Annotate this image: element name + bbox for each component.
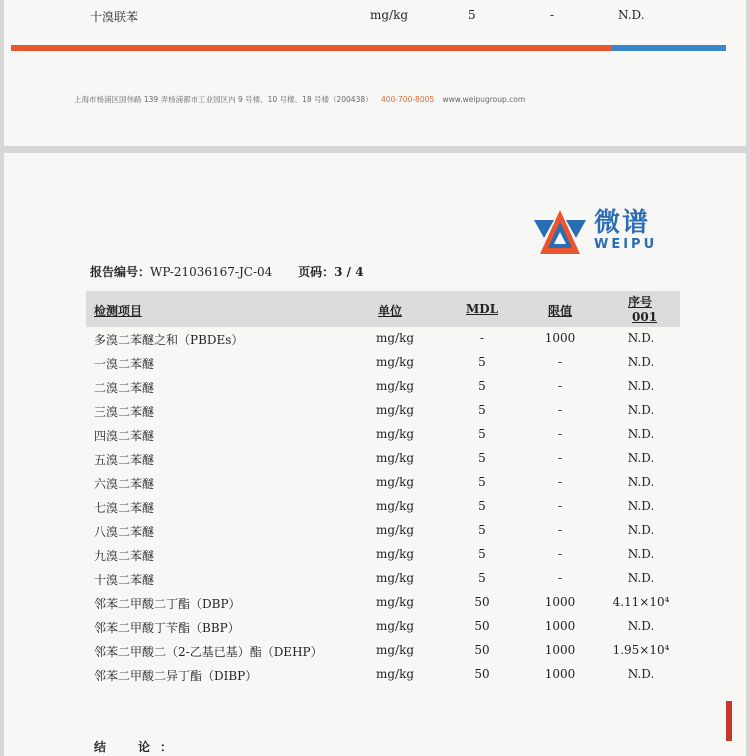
item-cell: 邻苯二甲酸二异丁酯（DIBP） xyxy=(94,669,258,683)
unit-cell: mg/kg xyxy=(376,451,415,465)
mdl-cell: 5 xyxy=(478,427,486,441)
table-row xyxy=(86,615,680,639)
limit-cell: - xyxy=(557,427,563,441)
report-number-label: 报告编号： xyxy=(90,265,151,279)
result-cell: N.D. xyxy=(627,451,655,465)
report-number: WP-21036167-JC-04 xyxy=(150,265,273,279)
unit-cell: mg/kg xyxy=(376,571,415,585)
report-page xyxy=(4,153,746,756)
unit-cell: mg/kg xyxy=(376,547,415,561)
limit-cell: - xyxy=(557,355,563,369)
item-cell: 邻苯二甲酸丁苄酯（BBP） xyxy=(94,621,240,635)
unit-cell: mg/kg xyxy=(376,427,415,441)
unit-cell: mg/kg xyxy=(376,595,415,609)
phone-number: 400-700-8005 xyxy=(381,95,435,104)
result-cell: N.D. xyxy=(627,427,655,441)
unit-cell: mg/kg xyxy=(376,667,415,681)
item-cell: 邻苯二甲酸二丁酯（DBP） xyxy=(94,597,241,611)
header-item: 检测项目 xyxy=(94,304,143,318)
result-cell: N.D. xyxy=(627,667,655,681)
item-cell: 十溴联苯 xyxy=(90,10,139,24)
item-cell: 九溴二苯醚 xyxy=(94,549,155,563)
item-cell: 三溴二苯醚 xyxy=(94,405,155,419)
unit-cell: mg/kg xyxy=(376,403,415,417)
mdl-cell: 5 xyxy=(478,355,486,369)
mdl-cell: 5 xyxy=(478,547,486,561)
limit-cell: 1000 xyxy=(544,331,576,345)
conclusion-label: 结 论： xyxy=(94,740,183,754)
unit-cell: mg/kg xyxy=(376,643,415,657)
limit-cell: 1000 xyxy=(544,595,576,609)
mdl-cell: 5 xyxy=(478,403,486,417)
limit-cell: - xyxy=(557,475,563,489)
item-cell: 二溴二苯醚 xyxy=(94,381,155,395)
result-cell: N.D. xyxy=(627,547,655,561)
item-cell: 一溴二苯醚 xyxy=(94,357,155,371)
limit-cell: - xyxy=(557,403,563,417)
mdl-cell: 5 xyxy=(478,571,486,585)
item-cell: 五溴二苯醚 xyxy=(94,453,155,467)
table-row xyxy=(86,639,680,663)
edge-mark xyxy=(726,701,732,741)
result-cell: N.D. xyxy=(627,571,655,585)
item-cell: 八溴二苯醚 xyxy=(94,525,155,539)
limit-cell: 1000 xyxy=(544,619,576,633)
table-row xyxy=(86,495,680,519)
header-limit: 限值 xyxy=(548,304,573,318)
item-cell: 七溴二苯醚 xyxy=(94,501,155,515)
logo-cn-text: 微谱 xyxy=(594,208,651,238)
result-cell: N.D. xyxy=(627,403,655,417)
footer-stripe-orange xyxy=(11,45,611,51)
unit-cell: mg/kg xyxy=(376,331,415,345)
mdl-cell: 50 xyxy=(474,619,490,633)
mdl-cell: - xyxy=(479,331,485,345)
mdl-cell: 50 xyxy=(474,643,490,657)
mdl-cell: 5 xyxy=(468,8,476,22)
logo-mark-icon xyxy=(532,208,588,258)
limit-cell: - xyxy=(557,523,563,537)
unit-cell: mg/kg xyxy=(376,355,415,369)
result-cell: N.D. xyxy=(627,619,655,633)
header-seq-no: 001 xyxy=(632,310,658,324)
unit-cell: mg/kg xyxy=(376,523,415,537)
table-row xyxy=(86,663,680,687)
limit-cell: - xyxy=(557,571,563,585)
table-row xyxy=(86,567,680,591)
table-body xyxy=(86,327,680,687)
logo-en-text: WEIPU xyxy=(594,237,658,252)
footer-address xyxy=(74,94,525,105)
table-row xyxy=(86,543,680,567)
website: www.weipugroup.com xyxy=(442,95,526,104)
report-info xyxy=(90,263,364,280)
table-row xyxy=(86,519,680,543)
mdl-cell: 5 xyxy=(478,475,486,489)
item-cell: 多溴二苯醚之和（PBDEs） xyxy=(94,333,244,347)
unit-cell: mg/kg xyxy=(376,475,415,489)
item-cell: 四溴二苯醚 xyxy=(94,429,155,443)
result-cell: N.D. xyxy=(627,379,655,393)
address-text: 上海市杨浦区国伟路 139 弄杨浦都市工业园区内 9 号楼、10 号楼、18 号楼（200438） xyxy=(74,95,373,104)
table-row xyxy=(86,471,680,495)
page-label: 页码： xyxy=(298,265,335,279)
limit-cell: - xyxy=(550,8,555,22)
header-seq: 序号 xyxy=(628,295,653,309)
unit-cell: mg/kg xyxy=(370,8,409,22)
limit-cell: - xyxy=(557,547,563,561)
weipu-logo xyxy=(532,208,662,258)
mdl-cell: 50 xyxy=(474,595,490,609)
result-cell: N.D. xyxy=(627,355,655,369)
table-row xyxy=(86,591,680,615)
result-cell: 1.95×10⁴ xyxy=(612,643,670,657)
header-unit: 单位 xyxy=(378,304,403,318)
mdl-cell: 5 xyxy=(478,499,486,513)
results-table xyxy=(86,291,680,687)
limit-cell: - xyxy=(557,379,563,393)
item-cell: 十溴二苯醚 xyxy=(94,573,155,587)
result-cell: N.D. xyxy=(627,523,655,537)
page-number: 3 / 4 xyxy=(334,265,364,279)
mdl-cell: 5 xyxy=(478,523,486,537)
table-row xyxy=(86,375,680,399)
mdl-cell: 50 xyxy=(474,667,490,681)
table-row xyxy=(86,327,680,351)
footer-stripe-blue xyxy=(611,45,726,51)
limit-cell: 1000 xyxy=(544,667,576,681)
limit-cell: - xyxy=(557,451,563,465)
mdl-cell: 5 xyxy=(478,379,486,393)
item-cell: 邻苯二甲酸二（2-乙基已基）酯（DEHP） xyxy=(94,645,323,659)
table-row xyxy=(86,351,680,375)
unit-cell: mg/kg xyxy=(376,499,415,513)
limit-cell: - xyxy=(557,499,563,513)
table-header xyxy=(86,291,680,327)
header-mdl: MDL xyxy=(466,302,499,316)
result-cell: N.D. xyxy=(627,499,655,513)
item-cell: 六溴二苯醚 xyxy=(94,477,155,491)
unit-cell: mg/kg xyxy=(376,379,415,393)
mdl-cell: 5 xyxy=(478,451,486,465)
table-row xyxy=(86,423,680,447)
result-cell: 4.11×10⁴ xyxy=(612,595,670,609)
limit-cell: 1000 xyxy=(544,643,576,657)
table-row xyxy=(86,399,680,423)
result-cell: N.D. xyxy=(627,475,655,489)
table-row xyxy=(86,447,680,471)
result-cell: N.D. xyxy=(618,8,645,22)
result-cell: N.D. xyxy=(627,331,655,345)
unit-cell: mg/kg xyxy=(376,619,415,633)
previous-page-fragment xyxy=(4,0,746,146)
